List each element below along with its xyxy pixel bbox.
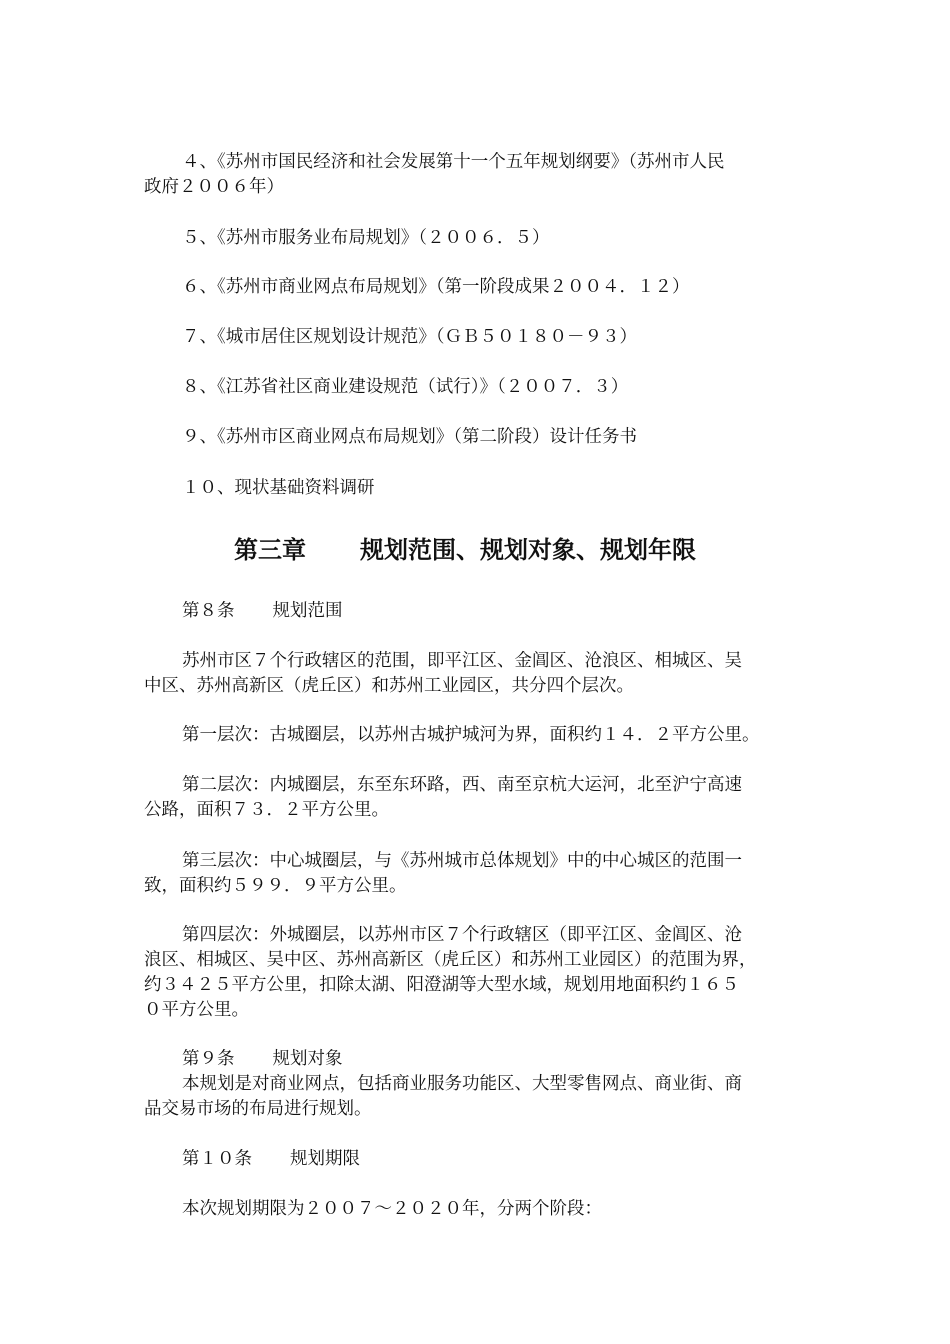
level-4-paragraph-line-2: 浪区、相城区、吴中区、苏州高新区（虎丘区）和苏州工业园区）的范围为界，	[144, 950, 757, 970]
level-3-paragraph-continued: 致，面积约５９９．９平方公里。	[144, 876, 407, 896]
reference-item-6: ６、《苏州市商业网点布局规划》（第一阶段成果２００４．１２）	[182, 277, 690, 297]
reference-item-7: ７、《城市居住区规划设计规范》（ＧＢ５０１８０－９３）	[182, 327, 637, 347]
chapter-number: 第三章	[234, 536, 306, 564]
level-4-paragraph-line-4: ０平方公里。	[144, 1000, 249, 1020]
article-8-label: 第８条	[182, 601, 235, 621]
reference-item-5: ５、《苏州市服务业布局规划》（２００６．５）	[182, 228, 550, 248]
article-8-title: 规划范围	[272, 601, 343, 621]
reference-item-4: ４、《苏州市国民经济和社会发展第十一个五年规划纲要》（苏州市人民	[182, 152, 725, 172]
article-10-body: 本次规划期限为２００７～２０２０年，分两个阶段：	[182, 1199, 602, 1219]
reference-item-9: ９、《苏州市区商业网点布局规划》（第二阶段）设计任务书	[182, 427, 637, 447]
level-2-paragraph: 第二层次：内城圈层，东至东环路，西、南至京杭大运河，北至沪宁高速	[182, 775, 742, 795]
level-3-paragraph: 第三层次：中心城圈层，与《苏州城市总体规划》中的中心城区的范围一	[182, 851, 742, 871]
reference-item-8: ８、《江苏省社区商业建设规范（试行）》（２００７．３）	[182, 377, 629, 397]
article-10-title: 规划期限	[290, 1149, 360, 1169]
article-9-body-continued: 品交易市场的布局进行规划。	[144, 1099, 372, 1119]
article-10-heading	[182, 1146, 360, 1172]
article-10-label: 第１０条	[182, 1149, 252, 1169]
reference-item-10: １０、现状基础资料调研	[182, 478, 375, 498]
chapter-title: 规划范围、规划对象、规划年限	[360, 536, 696, 564]
level-1-paragraph: 第一层次：古城圈层，以苏州古城护城河为界，面积约１４．２平方公里。	[182, 725, 760, 745]
level-4-paragraph-line-3: 约３４２５平方公里，扣除太湖、阳澄湖等大型水域，规划用地面积约１６５	[144, 975, 739, 995]
article-9-title: 规划对象	[272, 1049, 343, 1069]
article-8-heading	[182, 598, 343, 624]
level-2-paragraph-continued: 公路，面积７３．２平方公里。	[144, 800, 389, 820]
article-9-heading	[182, 1046, 343, 1072]
chapter-heading	[234, 533, 696, 567]
reference-item-4-continued: 政府２００６年）	[144, 177, 284, 197]
article-9-label: 第９条	[182, 1049, 235, 1069]
article-9-body: 本规划是对商业网点，包括商业服务功能区、大型零售网点、商业街、商	[182, 1074, 742, 1094]
level-4-paragraph: 第四层次：外城圈层，以苏州市区７个行政辖区（即平江区、金阊区、沧	[182, 925, 742, 945]
article-8-intro: 苏州市区７个行政辖区的范围，即平江区、金阊区、沧浪区、相城区、吴	[182, 651, 742, 671]
article-8-intro-continued: 中区、苏州高新区（虎丘区）和苏州工业园区，共分四个层次。	[144, 676, 634, 696]
